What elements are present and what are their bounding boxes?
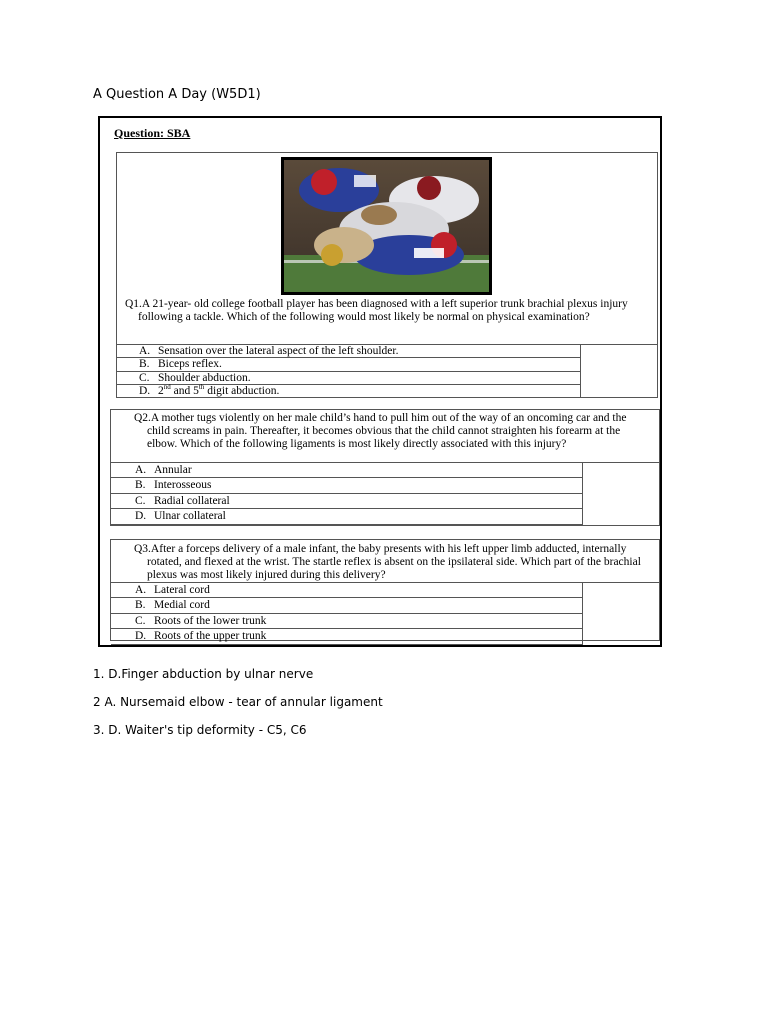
question-1-option-b[interactable]: B. Biceps reflex. [117,358,580,371]
question-frame [98,116,662,647]
question-2-option-d[interactable]: D. Ulnar collateral [111,509,582,524]
question-3-option-b[interactable]: B. Medial cord [111,598,582,613]
question-1-option-d[interactable]: D. 2nd and 5th digit abduction. [117,385,580,398]
question-3-option-d[interactable]: D. Roots of the upper trunk [111,629,582,644]
question-3-option-c[interactable]: C. Roots of the lower trunk [111,614,582,629]
question-3-option-a[interactable]: A. Lateral cord [111,583,582,598]
question-3-answer-cell [583,582,659,583]
question-1-text: Q1.A 21-year- old college football player has been diagnosed with a left superior trunk brachial plexus injury following a tackle. Which of the following would most likely be normal on physical examination? [125,298,628,323]
answer-1: 1. D.Finger abduction by ulnar nerve [93,667,314,681]
question-1-option-c[interactable]: C. Shoulder abduction. [117,372,580,385]
answer-3: 3. D. Waiter's tip deformity - C5, C6 [93,723,307,737]
frame-heading: Question: SBA [114,126,191,140]
question-2-box [110,409,660,526]
question-1-options [117,344,581,398]
document-title: A Question A Day (W5D1) [93,87,261,102]
answer-2: 2 A. Nursemaid elbow - tear of annular ligament [93,695,383,709]
question-1-answer-cell [581,344,657,345]
question-3-box [110,539,660,641]
question-2-option-b[interactable]: B. Interosseous [111,478,582,493]
football-tackle-photo [281,157,492,295]
question-2-text: Q2.A mother tugs violently on her male child’s hand to pull him out of the way of an oncoming car and the child screams in pain. Thereafter, it becomes obvious that the child cannot straighten his forearm at the elbow. Which of the following ligaments is most likely directly associated with this injury? [134,412,627,450]
question-3-options [111,582,583,645]
question-3-text: Q3.After a forceps delivery of a male infant, the baby presents with his left upper limb adducted, internally rotated, and flexed at the wrist. The startle reflex is absent on the ipsilateral side. Which part of the brachial plexus was most likely injured during this delivery? [134,543,641,581]
question-2-options [111,462,583,525]
question-1-option-a[interactable]: A. Sensation over the lateral aspect of the left shoulder. [117,345,580,358]
football-photo-illustration [284,160,489,292]
question-1-box [116,152,658,398]
answer-key [93,666,383,750]
question-2-option-c[interactable]: C. Radial collateral [111,494,582,509]
question-2-answer-cell [583,462,659,463]
question-2-option-a[interactable]: A. Annular [111,463,582,478]
